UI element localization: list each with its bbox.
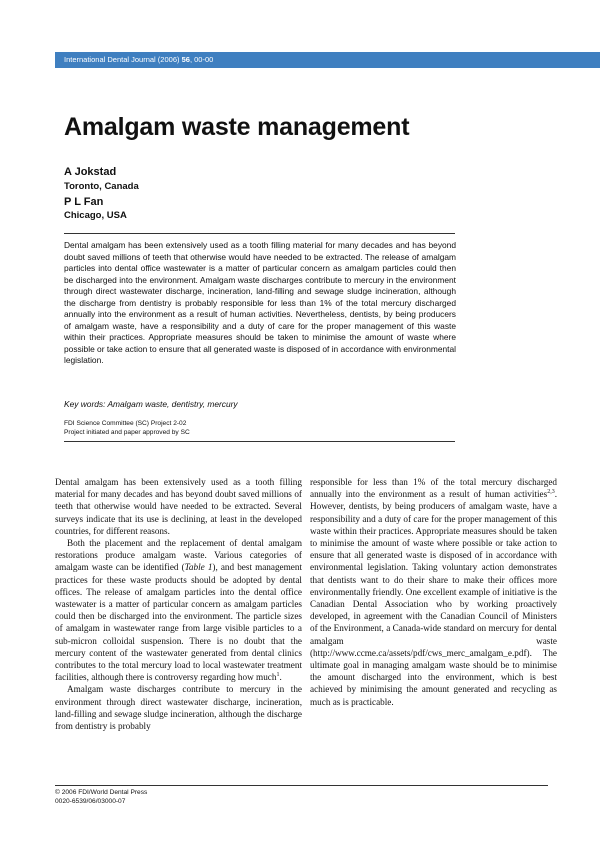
body-paragraph: Amalgam waste discharges contribute to mercury in the environment through direct wastewater discharge, incineration, land-filling and sewage sludge incineration, although the discharge from dentistry is probably — [55, 684, 302, 732]
body-paragraph — [310, 476, 557, 708]
journal-pages: , 00-00 — [189, 55, 214, 64]
article-title: Amalgam waste management — [64, 113, 410, 141]
journal-citation — [64, 54, 213, 66]
abstract-bottom-rule — [64, 441, 455, 442]
fdi-project: FDI Science Committee (SC) Project 2-02 — [64, 420, 187, 427]
journal-name: International Dental Journal (2006) — [64, 55, 180, 64]
citation-reference: 2,3 — [547, 489, 555, 496]
table-reference: Table 1 — [184, 562, 213, 573]
author-1-location: Toronto, Canada — [64, 181, 139, 192]
footer-issn: 0020-6539/06/03000-07 — [55, 798, 126, 805]
body-paragraph: Dental amalgam has been extensively used as a tooth filling material for many decades and has beyond doubt saved millions of teeth that otherwise would have needed to be extracted. Several surveys indicate that its use is declining, at least in the developed countries, for different reasons. — [55, 477, 302, 536]
author-1-name: A Jokstad — [64, 166, 117, 178]
journal-volume: 56 — [181, 55, 190, 64]
body-text: . — [279, 672, 282, 683]
footer-rule — [55, 785, 548, 786]
body-text: ), and best management practices for these waste products should be adopted by dental offices. The release of amalgam particles into the dental office wastewater is a matter of particular concern as amalgam particles could then be discharged into the environment. The particle sizes of amalgam in wastewater range from large visible particles to a sub-micron colloidal suspension. There is no doubt that the mercury content of the wastewater generated from dental clinics contributes to the total mercury load to local wastewater treatment facilities, although there is controversy regarding how much — [55, 562, 303, 683]
body-text: Both the placement and the replacement of dental amalgam restorations produce amalgam waste. Various categories of amalgam waste can be identified ( — [55, 538, 302, 573]
body-column-left — [55, 476, 302, 732]
footer-copyright: © 2006 FDI/World Dental Press — [55, 789, 148, 796]
author-2-location: Chicago, USA — [64, 210, 127, 221]
citation-reference: 1 — [276, 672, 280, 679]
author-2-name: P L Fan — [64, 196, 104, 208]
abstract: Dental amalgam has been extensively used as a tooth filling material for many decades and has beyond doubt saved millions of teeth that otherwise would have needed to be extracted. The release of amalgam particles into dental office wastewater is a matter of particular concern as amalgam particles could then be discharged into the environment. Amalgam waste discharges contribute to mercury in the environment through direct wastewater discharge, incineration, land-filling and sewage sludge incineration, although the discharge from dentistry is probably responsible for less than 1% of the total mercury discharged annually into the environment as a result of human activities. Nevertheless, dentists, by being producers of amalgam waste, have a responsibility and a duty of care for the proper management of this waste within their practices. Appropriate measures should be taken to minimise the amount of waste where possible or take action to ensure that all generated waste is disposed of in accordance with environmental legislation. — [64, 240, 456, 365]
keywords: Key words: Amalgam waste, dentistry, mercury — [64, 399, 238, 409]
body-text: . However, dentists, by being producers of amalgam waste, have a responsibility and a duty of care for the proper management of this waste within their practices. Appropriate measures should be taken to minimise the amount of waste where possible or take action to ensure that all generated waste is disposed of in accordance with environmental legislation. Taking voluntary action demonstrates that dentists want to do their share to make their offices more environmentally friendly. One excellent example of initiative is the Canadian Dental Association who by working proactively developed, in agreement with the Canadian Council of Ministers of the Environment, a Canada-wide standard on mercury for dental amalgam waste (http://www.ccme.ca/assets/pdf/cws_merc_amalgam_e.pdf). The ultimate goal in managing amalgam waste should be to minimise the amount discharged into the environment, which is best achieved by minimising the amount generated and recycling as much as is practicable. — [310, 489, 557, 707]
abstract-top-rule — [64, 233, 455, 234]
body-text: responsible for less than 1% of the total mercury discharged annually into the environment as a result of human activities — [310, 477, 557, 500]
body-paragraph — [55, 537, 302, 683]
body-column-right — [310, 476, 557, 708]
fdi-approval: Project initiated and paper approved by SC — [64, 429, 190, 436]
journal-header-bar — [55, 52, 600, 68]
